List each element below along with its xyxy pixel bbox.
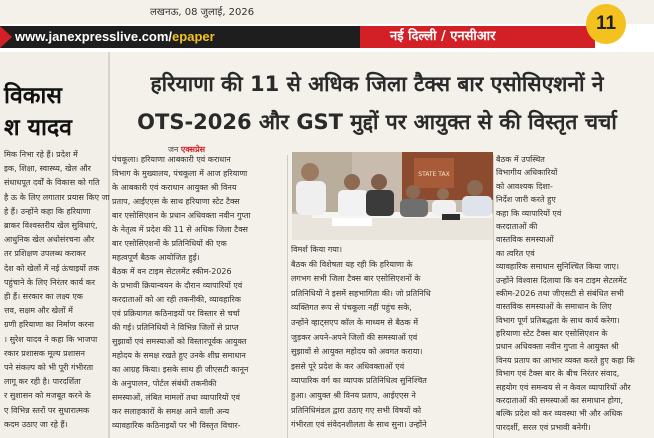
article-text-line: के अनुपालन, पोर्टल संबंधी तकनीकी — [112, 379, 217, 388]
left-text-line: ए विभिन्न स्तरों पर सुधारात्मक — [4, 405, 90, 415]
article-text-line: के नेतृत्व में प्रदेश की 11 से अधिक जिला टैक्स — [112, 225, 248, 234]
left-headline-line2: श यादव — [4, 115, 72, 141]
article-text-line: पारदर्शी, सरल एवं प्रभावी बनेगी। — [496, 422, 591, 432]
article-text-line: इससे पूरे प्रदेश के कर अधिवक्ताओं एवं — [291, 361, 405, 371]
page-number-badge: 11 — [586, 4, 626, 44]
article-text-line: विमर्श किया गया। — [291, 245, 343, 254]
left-text-line: हे हैं। उन्होंने कहा कि हरियाणा — [4, 206, 91, 216]
article-text-line: को आवश्यक दिशा- — [496, 181, 553, 191]
article-text-line: के प्रभावी क्रियान्वयन के दौरान व्यापारियों एवं — [112, 281, 243, 290]
byline — [168, 144, 205, 155]
article-text-line: व्यापारिक वर्ग का व्यापक प्रतिनिधित्व सुनिश्चित — [291, 376, 427, 386]
article-text-line: करदाताओं की — [496, 221, 538, 231]
article-text-line: की गई। प्रतिनिधियों ने विभिन्न जिलों से प्राप्त — [112, 323, 239, 332]
article-text-line: बैठक की विशेषता यह रही कि हरियाणा के — [291, 259, 413, 269]
byline-prefix: जन — [168, 145, 181, 154]
article-text-line: व्यक्तिगत रूप से पंचकूला नहीं पहुंच सके, — [291, 303, 412, 313]
article-text-line: लगभग सभी जिला टैक्स बार एसोसिएशनों के — [291, 274, 421, 284]
left-text-line: पने संकल्प को भी पूरी गंभीरता — [4, 363, 94, 372]
left-text-line: ब्राकर विश्वस्तरीय खेल सुविधाएं, — [4, 221, 98, 230]
left-text-line: कदम उठाए जा रहे हैं। — [4, 419, 68, 429]
article-text-line: प्रताप, आईएएस के साथ हरियाणा स्टेट टैक्स — [112, 197, 240, 206]
left-text-line: ही हैं। सरकार का लक्ष्य एक — [4, 292, 83, 301]
article-text-line: प्रतिनिधिमंडल द्वारा उठाए गए सभी विषयों को — [291, 405, 422, 415]
article-text-line: वास्तविक समस्याओं — [496, 235, 554, 245]
left-text-line: देश को खेलों में नई ऊंचाइयों तक — [4, 263, 100, 273]
left-text-line: इक, शिक्षा, स्वास्थ्य, खेल और — [4, 164, 91, 174]
edition-label: नई दिल्ली / एनसीआर — [390, 29, 496, 44]
article-text-line: समस्याओं, लंबित मामलों तथा व्यापारियों एवं — [112, 393, 240, 402]
article-text-line: बैठक में वन टाइम सेटलमेंट स्कीम-2026 — [112, 267, 232, 276]
article-text-line: स्कीम-2026 तथा जीएसटी से संबंधित सभी — [496, 288, 624, 298]
article-text-line: विभाग के मुख्यालय, पंचकूला में आज हरियाणा — [112, 169, 248, 178]
site-url[interactable] — [15, 27, 215, 47]
article-column-3 — [496, 155, 648, 438]
article-text-line: कहा कि व्यापारियों एवं — [496, 208, 562, 218]
left-text-line: संधाधपूत दर्वों के विकास को गति — [4, 178, 100, 188]
left-text-line: तर प्रशिक्षण उपलब्ध कराकर — [4, 249, 86, 259]
article-text-line: बल्कि प्रदेश को कर व्यवस्था भी और अधिक — [496, 409, 623, 419]
arrow-icon — [0, 26, 12, 48]
article-text-line: करदाताओं को आ रही तकनीकी, व्यावहारिक — [112, 295, 241, 304]
column-divider — [108, 52, 110, 438]
left-text-line: । सुरेश यादव ने कहा कि भाजपा — [4, 334, 98, 344]
article-text-line: वास्तविक समस्याओं के समाधान के लिए — [496, 302, 612, 312]
article-text-line: सुझावों से आयुक्त महोदय को अवगत कराया। — [291, 347, 423, 357]
article-text-line: सहयोग एवं समन्वय से न केवल व्यापारियों और — [496, 382, 631, 392]
article-text-line: प्रधान अधिवक्ता नवीन गुप्ता ने आयुक्त श्री — [496, 342, 619, 352]
left-text-line: रकार प्रशासक मूल्य प्रशासन — [4, 348, 85, 358]
photo-nameplate: STATE TAX — [418, 171, 450, 178]
left-text-line: मिक निभा रहे हैं। प्रदेश में — [4, 150, 78, 159]
left-text-line: र सुशासन को मजबूत करने के — [4, 391, 91, 401]
article-text-line: महत्वपूर्ण बैठक आयोजित हुई। — [112, 253, 200, 262]
article-text-line: करदाताओं की समस्याओं का समाधान होगा, — [496, 396, 624, 406]
article-headline-line1: हरियाणा की 11 से अधिक जिला टैक्स बार एसोसिएशनों ने — [150, 72, 604, 96]
article-text-line: उन्होंने विश्वास दिलाया कि वन टाइम सेटलमेंट — [496, 275, 627, 285]
site-url-main[interactable]: www.janexpresslive.com/ — [15, 29, 173, 44]
article-text-line: हरियाणा स्टेट टैक्स बार एसोसिएशन के — [496, 329, 608, 339]
article-text-line: का आग्रह किया। इसके साथ ही जीएसटी कानून — [112, 365, 249, 374]
left-text-line: त्तव, सक्षम और खेलों में — [4, 306, 73, 316]
article-text-line: विनय प्रताप का आभार व्यक्त करते हुए कहा कि — [496, 355, 635, 365]
article-text-line: पंचकूला। हरियाणा आबकारी एवं कराधान — [112, 155, 231, 164]
article-text-line: व्यावहारिक कठिनाइयों पर भी विस्तृत विचार- — [112, 421, 241, 430]
article-text-line: गंभीरता एवं संवेदनशीलता के साथ सुना। उन्होंने — [291, 420, 427, 430]
column-divider — [493, 155, 494, 438]
article-column-2 — [291, 245, 491, 438]
article-text-line: प्रतिनिधियों ने इसमें सहभागिता की। जो प्रतिनिधि — [291, 288, 431, 298]
left-text-line: आधुनिक खेल अधोसंरचना और — [4, 235, 95, 245]
column-divider — [287, 155, 288, 438]
article-text-line: बैठक में उपस्थित — [496, 155, 545, 164]
article-text-line: एवं प्रक्रियागत कठिनाइयों पर विस्तार से चर्चा — [112, 309, 240, 318]
article-text-line: कर सलाहकारों के समक्ष आने वाली अन्य — [112, 407, 230, 416]
article-text-line: उन्होंने व्हाट्सएप कॉल के माध्यम से बैठक में — [291, 317, 418, 327]
article-column-1 — [112, 155, 285, 438]
meeting-photo — [292, 152, 493, 240]
left-text-line: ग्रणी हरियाणा का निर्माण करना — [4, 320, 94, 330]
article-text-line: विभाग एवं टैक्स बार के बीच निरंतर संवाद, — [496, 369, 620, 379]
left-text-line: पहुंचाने के लिए निरंतर कार्य कर — [4, 277, 96, 287]
byline-name: एक्सप्रेस — [180, 145, 206, 154]
article-text-line: बार एसोसिएशन के प्रधान अधिवक्ता नवीन गुप्ता — [112, 211, 251, 220]
article-text-line: का त्वरित एवं — [496, 248, 535, 258]
article-text-line: हुआ। आयुक्त श्री विनय प्रताप, आईएएस ने — [291, 390, 416, 400]
site-url-epaper[interactable]: epaper — [172, 29, 215, 44]
left-headline-line1: विकास — [4, 83, 62, 109]
dateline: लखनऊ, 08 जुलाई, 2026 — [150, 7, 255, 18]
article-text-line: सुझावों एवं समस्याओं को विस्तारपूर्वक आयुक्त — [112, 337, 247, 346]
article-text-line: निर्देश जारी करते हुए — [496, 195, 556, 205]
article-text-line: के आबकारी एवं कराधान आयुक्त श्री विनय — [112, 183, 237, 192]
article-text-line: बार एसोसिएशनों के प्रतिनिधियों की एक — [112, 239, 227, 248]
article-text-line: व्यावहारिक समाधान सुनिश्चित किया जाए। — [496, 262, 619, 272]
article-text-line: विभाग पूर्ण प्रतिबद्धता के साथ कार्य करेगा। — [496, 315, 620, 325]
article-headline-line2: OTS-2026 और GST मुद्दों पर आयुक्त से की विस्तृत चर्चा — [137, 110, 617, 134]
article-text-line: विभागीय अधिकारियों — [496, 168, 558, 178]
left-text-line: है ऊ के लिए लगातार प्रयास किए जा — [4, 192, 110, 202]
left-text-line: लागू कर रही है। पारदर्शिता — [4, 377, 81, 387]
article-text-line: जुड़कर अपने-अपने जिलों की समस्याओं एवं — [291, 332, 418, 342]
article-text-line: महोदय के समक्ष रखते हुए उनके शीघ्र समाधान — [112, 351, 246, 360]
